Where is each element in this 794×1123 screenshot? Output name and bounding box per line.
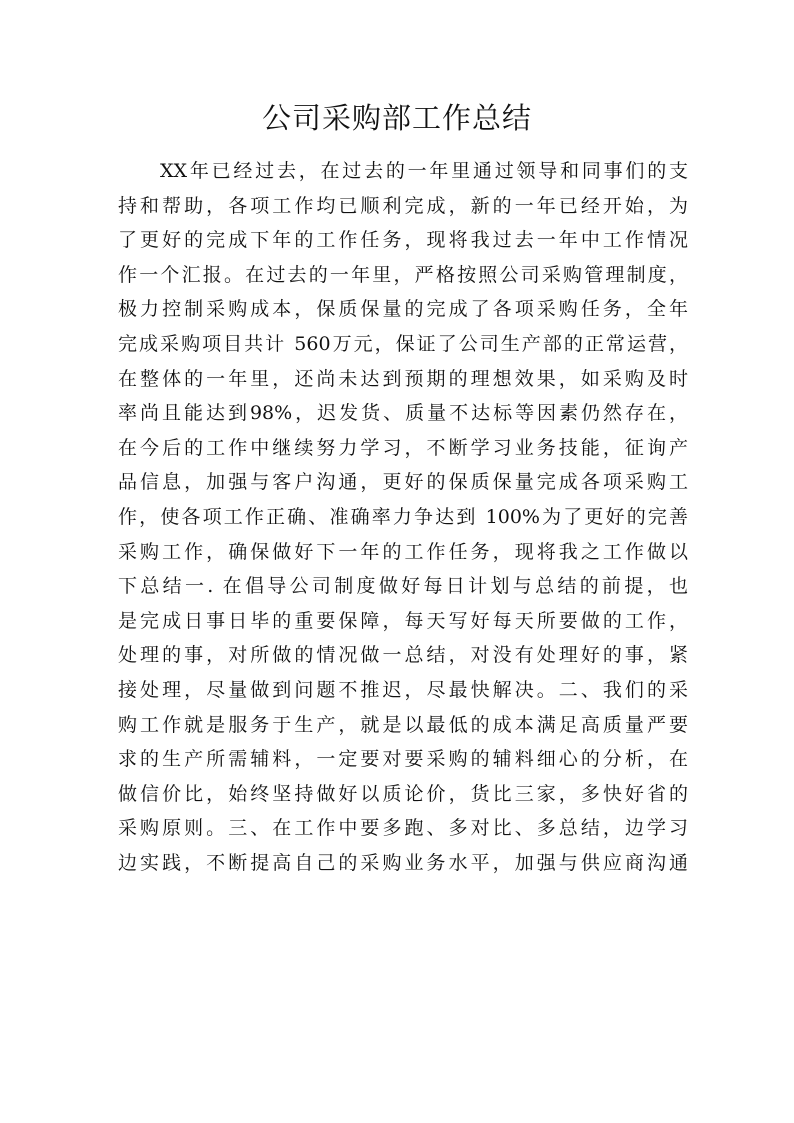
body-line-text: 作，使各项工作正确、准确率力争达到 100%为了更好的完善 xyxy=(118,505,688,528)
body-line xyxy=(118,223,688,258)
body-line xyxy=(118,500,688,535)
document-body xyxy=(118,154,688,880)
body-line-text: 作一个汇报。在过去的一年里，严格按照公司采购管理制度， xyxy=(118,263,688,286)
body-line xyxy=(118,638,688,673)
body-line xyxy=(118,258,688,293)
body-line xyxy=(118,673,688,708)
body-line xyxy=(118,604,688,639)
body-line xyxy=(118,362,688,397)
body-line-text: 是完成日事日毕的重要保障，每天写好每天所要做的工作， xyxy=(118,609,688,632)
body-line-text: 采购原则。三、在工作中要多跑、多对比、多总结，边学习 xyxy=(118,817,688,840)
body-line xyxy=(118,811,688,846)
body-line-text: 在今后的工作中继续努力学习，不断学习业务技能，征询产 xyxy=(118,436,688,459)
body-line xyxy=(118,327,688,362)
body-line-text: 接处理，尽量做到问题不推迟，尽最快解决。二、我们的采 xyxy=(118,678,688,701)
body-line xyxy=(118,431,688,466)
body-line xyxy=(118,742,688,777)
body-line-text: 购工作就是服务于生产，就是以最低的成本满足高质量严要 xyxy=(118,713,688,736)
body-line xyxy=(118,846,688,881)
body-line xyxy=(118,154,688,189)
body-line-text: 做信价比，始终坚持做好以质论价，货比三家，多快好省的 xyxy=(118,782,688,805)
body-line-text: 品信息，加强与客户沟通，更好的保质保量完成各项采购工 xyxy=(118,471,688,494)
body-line xyxy=(118,777,688,812)
body-line xyxy=(118,189,688,224)
body-line-text: 了更好的完成下年的工作任务，现将我过去一年中工作情况 xyxy=(118,229,688,252)
body-line-text: 极力控制采购成本，保质保量的完成了各项采购任务，全年 xyxy=(118,298,688,321)
body-line-text: 完成采购项目共计 560万元，保证了公司生产部的正常运营， xyxy=(118,332,688,355)
body-line-text: 采购工作，确保做好下一年的工作任务，现将我之工作做以 xyxy=(118,540,688,563)
body-line-text: 边实践，不断提高自己的采购业务水平，加强与供应商沟通 xyxy=(118,851,688,874)
body-line xyxy=(118,535,688,570)
body-line xyxy=(118,708,688,743)
document-title: 公司采购部工作总结 xyxy=(261,101,532,135)
body-line-text: XX年已经过去，在过去的一年里通过领导和同事们的支 xyxy=(160,160,688,182)
body-line-text: 求的生产所需辅料，一定要对要采购的辅料细心的分析，在 xyxy=(118,748,688,771)
body-line-text: 下总结一. 在倡导公司制度做好每日计划与总结的前提，也 xyxy=(118,575,688,598)
body-line xyxy=(118,396,688,431)
body-line-text: 率尚且能达到98%，迟发货、质量不达标等因素仍然存在， xyxy=(118,402,688,425)
body-line xyxy=(118,569,688,604)
body-line xyxy=(118,292,688,327)
body-line-text: 持和帮助，各项工作均已顺利完成，新的一年已经开始，为 xyxy=(118,194,688,217)
body-line-text: 处理的事，对所做的情况做一总结，对没有处理好的事，紧 xyxy=(118,644,688,667)
body-line xyxy=(118,465,688,500)
body-line-text: 在整体的一年里，还尚未达到预期的理想效果，如采购及时 xyxy=(118,367,688,390)
